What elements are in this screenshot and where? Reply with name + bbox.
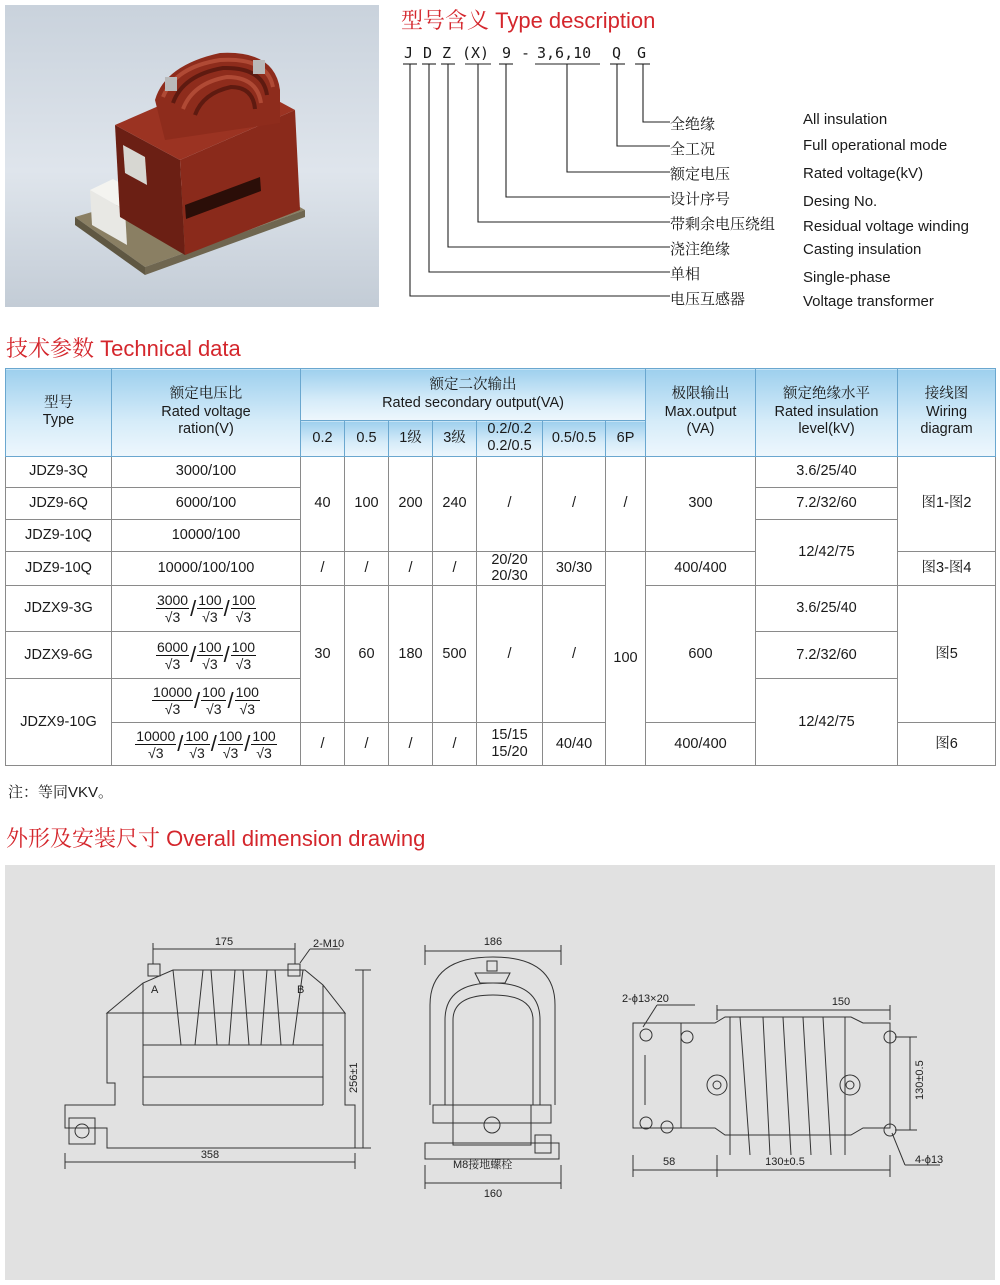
header-ratio (112, 369, 301, 457)
cell-type: JDZX9-3G (6, 586, 112, 632)
cell-dual-b: 15/20 (491, 744, 528, 761)
cell-insul: 3.6/25/40 (756, 586, 898, 632)
cell-g1-v6: / (543, 456, 606, 551)
cell-type: JDZ9-10Q (6, 551, 112, 585)
header-type (6, 369, 112, 457)
code-j: J (404, 44, 414, 62)
subheader-0-2: 0.2 (301, 421, 345, 457)
desc-cn-5: 带剩余电压绕组 (670, 216, 776, 233)
header-insul-en2: level(kV) (798, 421, 855, 438)
subheader-dual-b: 0.2/0.5 (487, 438, 532, 455)
desc-en-3: Rated voltage(kV) (803, 165, 924, 182)
table-row (6, 456, 996, 487)
fraction: $\frac{10000}{√3}$ (153, 684, 192, 718)
desc-cn-7: 单相 (670, 266, 701, 283)
cell-dual (477, 551, 543, 585)
header-max (646, 369, 756, 457)
desc-en-6: Casting insulation (803, 241, 922, 258)
cell-v6: 30/30 (543, 551, 606, 585)
dim-base-130h: 130±0.5 (765, 1156, 805, 1168)
cell-dual-b: 20/30 (491, 568, 528, 585)
header-insul-cn: 额定绝缘水平 (783, 386, 871, 403)
cell-g2-v4: 500 (433, 586, 477, 723)
cell-g2-v3: 180 (389, 586, 433, 723)
cell-ratio-frac: $\frac{10000}{√3}$ / $\frac{100}{√3}$ / $\frac{100}{√3}$ (112, 679, 301, 723)
header-wiring (898, 369, 996, 457)
desc-cn-4: 设计序号 (670, 191, 731, 208)
header-secondary-en: Rated secondary output(VA) (382, 394, 564, 411)
cell-slash: / (433, 723, 477, 766)
desc-en-8: Voltage transformer (803, 293, 934, 310)
cell-slash: / (301, 723, 345, 766)
desc-en-5: Residual voltage winding (803, 218, 969, 235)
dimension-title: 外形及安装尺寸 Overall dimension drawing (6, 826, 426, 851)
code-voltage: 3,6,10 (537, 44, 592, 62)
desc-cn-8: 电压互感器 (670, 291, 746, 308)
code-q: Q (612, 44, 622, 62)
header-ratio-cn: 额定电压比 (169, 386, 243, 403)
header-ratio-en: Rated voltage (161, 403, 251, 420)
cell-max: 400/400 (646, 551, 756, 585)
cell-wiring: 图3-图4 (898, 551, 996, 585)
cell-g2-insul-10: 12/42/75 (756, 679, 898, 766)
dim-side-175: 175 (214, 936, 234, 948)
cell-col7-shared: 100 (606, 551, 646, 765)
cell-g1-max: 300 (646, 456, 756, 551)
cell-g2-v1: 30 (301, 586, 345, 723)
cell-slash: / (345, 723, 389, 766)
desc-en-7: Single-phase (803, 269, 891, 286)
subheader-class3: 3级 (433, 421, 477, 457)
cell-g1-v7: / (606, 456, 646, 551)
dim-side-358: 358 (200, 1149, 220, 1161)
fraction: $\frac{3000}{√3}$ (156, 592, 189, 626)
desc-en-2: Full operational mode (803, 137, 948, 154)
dim-base-150: 150 (831, 996, 851, 1008)
cell-max: 400/400 (646, 723, 756, 766)
cell-v6: 40/40 (543, 723, 606, 766)
technical-data-table (5, 368, 996, 766)
product-photo (5, 5, 379, 307)
header-secondary (301, 369, 646, 421)
subheader-dual (477, 421, 543, 457)
cell-insul: 7.2/32/60 (756, 487, 898, 519)
header-wiring-en: Wiring (925, 403, 968, 420)
fraction: $\frac{100}{√3}$ (198, 638, 222, 672)
cell-type: JDZ9-6Q (6, 487, 112, 519)
desc-cn-6: 浇注绝缘 (670, 241, 731, 258)
fraction: $\frac{100}{√3}$ (218, 727, 243, 761)
code-x: (X) (462, 44, 490, 62)
subheader-0-5: 0.5 (345, 421, 389, 457)
cell-dual-a: 15/15 (491, 727, 528, 744)
cell-g2-max: 600 (646, 586, 756, 723)
dim-front-m8: M8接地螺栓 (453, 1159, 513, 1171)
cell-type: JDZX9-6G (6, 632, 112, 679)
cell-type: JDZ9-3Q (6, 456, 112, 487)
cell-insul: 7.2/32/60 (756, 632, 898, 679)
fraction: $\frac{100}{√3}$ (202, 684, 226, 718)
desc-en-1: All insulation (803, 111, 888, 128)
code-9: 9 (502, 44, 512, 62)
header-secondary-cn: 额定二次输出 (429, 377, 517, 394)
header-max-en: Max.output (664, 403, 737, 420)
dim-base-holes: 4-ϕ13 (915, 1154, 944, 1166)
cell-slash: / (345, 551, 389, 585)
cell-g2-v6: / (543, 586, 606, 723)
type-description-title: 型号含义 Type description (401, 8, 656, 33)
fraction: $\frac{6000}{√3}$ (156, 638, 189, 672)
header-insul-en: Rated insulation (774, 403, 879, 420)
dim-side-height: 256±1 (348, 1062, 360, 1093)
cell-g1-v3: 200 (389, 456, 433, 551)
desc-cn-1: 全绝缘 (670, 116, 716, 133)
cell-slash: / (433, 551, 477, 585)
dim-base-58: 58 (663, 1156, 676, 1168)
code-dash: - (521, 44, 531, 62)
dim-front-160: 160 (483, 1188, 503, 1200)
transformer-photo-illustration (5, 5, 379, 307)
cell-slash: / (301, 551, 345, 585)
desc-cn-2: 全工况 (670, 141, 716, 158)
cell-wiring: 图6 (898, 723, 996, 766)
dimension-drawing (5, 865, 995, 1280)
cell-dual-a: 20/20 (491, 551, 528, 568)
code-d: D (423, 44, 433, 62)
dim-side-m10: 2-M10 (313, 938, 345, 950)
cell-ratio-frac: $\frac{6000}{√3}$ / $\frac{100}{√3}$ / $\frac{100}{√3}$ (112, 632, 301, 679)
cell-slash: / (389, 723, 433, 766)
cell-g1-v5: / (477, 456, 543, 551)
table-note: 注：等同VKV。 (8, 784, 114, 801)
cell-type: JDZX9-10G (6, 679, 112, 766)
cell-slash: / (389, 551, 433, 585)
subheader-0-5-0-5: 0.5/0.5 (543, 421, 606, 457)
cell-ratio: 3000/100 (112, 456, 301, 487)
cell-insul: 3.6/25/40 (756, 456, 898, 487)
subheader-dual-a: 0.2/0.2 (487, 421, 532, 437)
fraction: $\frac{100}{√3}$ (231, 638, 256, 672)
cell-ratio: 10000/100 (112, 519, 301, 551)
header-wiring-cn: 接线图 (924, 386, 969, 403)
cell-g1-v2: 100 (345, 456, 389, 551)
cell-ratio: 10000/100/100 (112, 551, 301, 585)
code-z: Z (442, 44, 452, 62)
cell-g2-v5: / (477, 586, 543, 723)
dim-side-b: B (297, 984, 305, 996)
subheader-class1: 1级 (389, 421, 433, 457)
header-ratio-en2: ration(V) (178, 421, 234, 438)
dim-base-slot: 2-ϕ13×20 (622, 993, 669, 1005)
cell-g1-insul-10: 12/42/75 (756, 519, 898, 585)
code-leader-lines (395, 58, 675, 308)
dim-base-130v: 130±0.5 (914, 1060, 926, 1100)
cell-ratio-frac: $\frac{3000}{√3}$ / $\frac{100}{√3}$ / $\frac{100}{√3}$ (112, 586, 301, 632)
dim-side-a: A (151, 984, 159, 996)
dimension-drawing-svg (5, 865, 995, 1280)
header-type-cn: 型号 (44, 395, 73, 411)
fraction: $\frac{100}{√3}$ (252, 727, 276, 761)
header-wiring-en2: diagram (920, 421, 973, 438)
fraction: $\frac{100}{√3}$ (185, 727, 209, 761)
dim-front-186: 186 (483, 936, 503, 948)
fraction: $\frac{10000}{√3}$ (136, 727, 176, 761)
header-max-en2: (VA) (686, 421, 715, 438)
fraction: $\frac{100}{√3}$ (198, 592, 222, 626)
cell-g2-wiring: 图5 (898, 586, 996, 723)
cell-dual (477, 723, 543, 766)
subheader-6p: 6P (606, 421, 646, 457)
header-max-cn: 极限输出 (671, 386, 730, 403)
cell-ratio: 6000/100 (112, 487, 301, 519)
technical-data-title: 技术参数 Technical data (6, 336, 241, 361)
table-row (6, 586, 996, 632)
desc-cn-3: 额定电压 (670, 166, 731, 183)
header-insulation (756, 369, 898, 457)
cell-ratio-frac: $\frac{10000}{√3}$ / $\frac{100}{√3}$ / $\frac{100}{√3}$ / $\frac{100}{√3}$ (112, 723, 301, 766)
fraction: $\frac{100}{√3}$ (235, 684, 259, 718)
cell-g1-v1: 40 (301, 456, 345, 551)
cell-type: JDZ9-10Q (6, 519, 112, 551)
header-type-en: Type (42, 412, 75, 429)
cell-g1-v4: 240 (433, 456, 477, 551)
desc-en-4: Desing No. (803, 193, 878, 210)
cell-g1-wiring: 图1-图2 (898, 456, 996, 551)
cell-g2-v2: 60 (345, 586, 389, 723)
fraction: $\frac{100}{√3}$ (231, 592, 256, 626)
code-g: G (637, 44, 647, 62)
